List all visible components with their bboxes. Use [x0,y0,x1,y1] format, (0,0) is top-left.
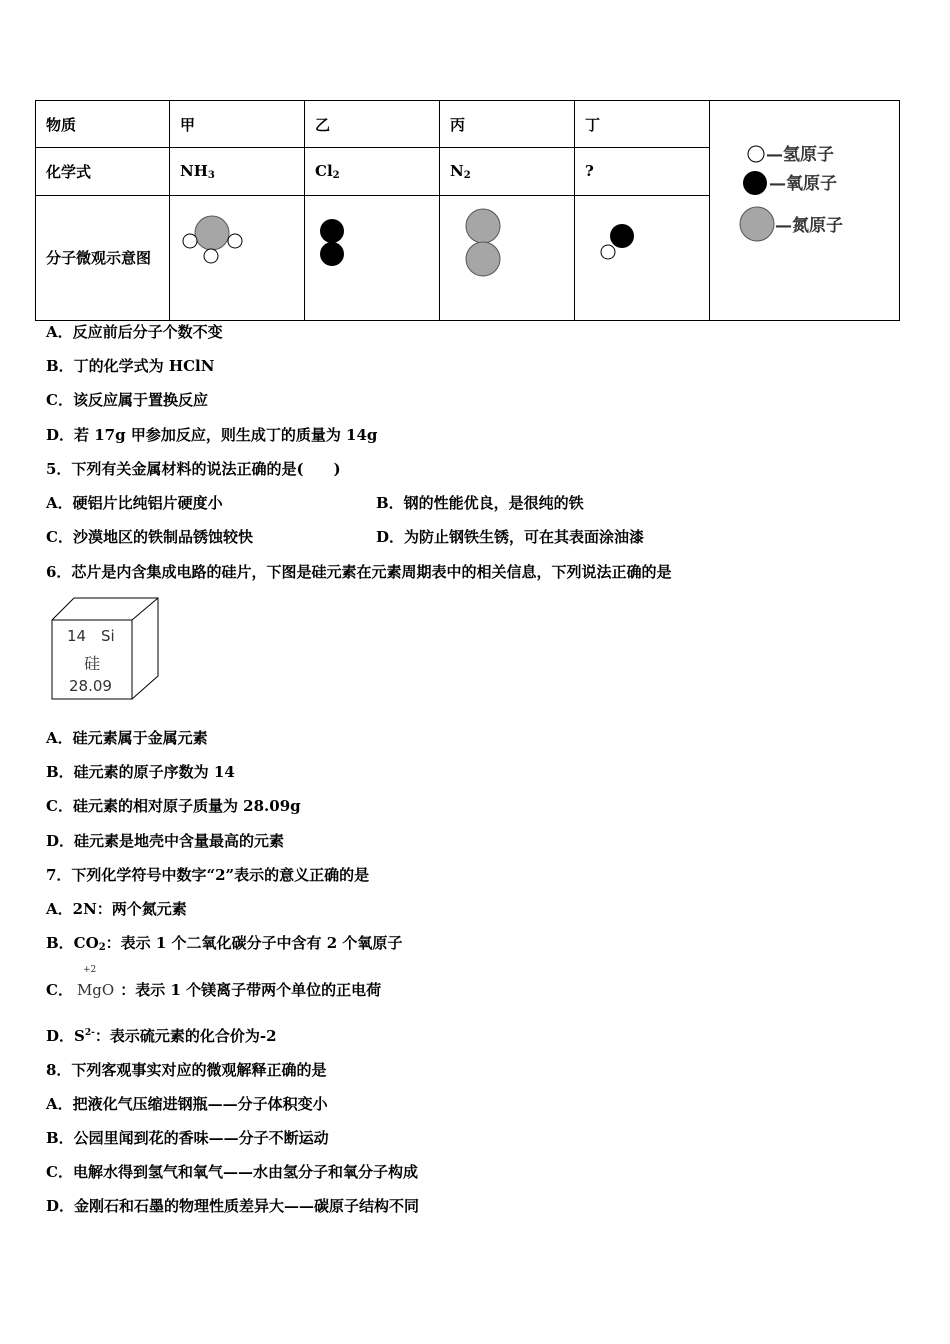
atom-legend [710,101,898,316]
formula-ding: ? [575,148,710,195]
q6-stem: 6．芯片是内含集成电路的硅片，下图是硅元素在元素周期表中的相关信息，下列说法正确的是 [46,563,672,581]
q5-option-b: B．钢的性能优良，是很纯的铁 [376,494,584,512]
q5-row1 [46,492,584,513]
oxygen-legend-icon [743,171,767,195]
nh3-diagram [170,195,305,320]
q8-option-d: D．金刚石和石墨的物理性质差异大——碳原子结构不同 [46,1197,420,1215]
nitrogen-legend-icon [740,207,774,241]
q5-stem: 5．下列有关金属材料的说法正确的是( ) [46,460,341,478]
header-substance: 物质 [36,101,170,148]
header-ding: 丁 [575,101,710,148]
n2-molecule-icon [440,196,574,315]
q4-option-b: B．丁的化学式为 HClN [46,357,215,375]
q8-stem: 8．下列客观事实对应的微观解释正确的是 [46,1061,327,1079]
header-yi: 乙 [305,101,440,148]
oxygen-legend-label: —氧原子 [769,174,837,194]
hydrogen-legend-icon [748,146,764,162]
header-bing: 丙 [440,101,575,148]
unknown-molecule-icon [575,196,709,315]
formula-bing: $N_2$ [440,148,575,195]
mgo-formula: +2 MgO [76,965,115,999]
legend-cell [710,101,900,321]
unknown-diagram [575,195,710,320]
q5-option-a: A．硬铝片比纯铝片硬度小 [46,494,223,512]
q4-option-a: A．反应前后分子个数不变 [46,323,223,341]
q5-row2 [46,526,645,547]
cl2-diagram [305,195,440,320]
element-mass: 28.09 [69,677,112,695]
nh3-molecule-icon [170,196,304,315]
q7-option-c: C． +2 MgO ：表示 1 个镁离子带两个单位的正电荷 [46,965,382,999]
q7-option-a: A．2N：两个氮元素 [46,900,187,918]
element-name: 硅 [84,654,101,673]
header-jia: 甲 [170,101,305,148]
nitrogen-legend-label: —氮原子 [775,216,843,236]
hydrogen-legend-label: —氢原子 [766,145,834,165]
q7-stem: 7．下列化学符号中数字“2”表示的意义正确的是 [46,866,370,884]
q8-option-a: A．把液化气压缩进钢瓶——分子体积变小 [46,1095,328,1113]
q8-option-c: C．电解水得到氢气和氧气——水由氢分子和氧分子构成 [46,1163,418,1181]
molecule-table [35,100,900,321]
q6-option-a: A．硅元素属于金属元素 [46,729,208,747]
formula-jia: $NH_3$ [170,148,305,195]
formula-label: 化学式 [36,148,170,195]
cl2-molecule-icon [305,196,439,315]
q6-option-b: B．硅元素的原子序数为 14 [46,763,235,781]
formula-yi: $Cl_2$ [305,148,440,195]
diagram-label: 分子微观示意图 [36,195,170,320]
element-symbol: Si [101,627,115,645]
q8-option-b: B．公园里闻到花的香味——分子不断运动 [46,1129,329,1147]
q4-option-d: D．若 17g 甲参加反应，则生成丁的质量为 14g [46,426,378,444]
n2-diagram [440,195,575,320]
q4-option-c: C．该反应属于置换反应 [46,391,208,409]
q6-option-c: C．硅元素的相对原子质量为 28.09g [46,797,301,815]
q5-option-c: C．沙漠地区的铁制品锈蚀较快 [46,528,253,546]
q6-option-d: D．硅元素是地壳中含量最高的元素 [46,832,285,850]
element-number: 14 [67,627,87,645]
q5-option-d: D．为防止钢铁生锈，可在其表面涂油漆 [376,528,645,546]
q7-option-b: B．$CO_2$：表示 1 个二氧化碳分子中含有 2 个氧原子 [46,934,403,953]
q7-option-d: D．$S^{2-}$：表示硫元素的化合价为-2 [46,1027,277,1045]
silicon-element-card [50,596,160,702]
